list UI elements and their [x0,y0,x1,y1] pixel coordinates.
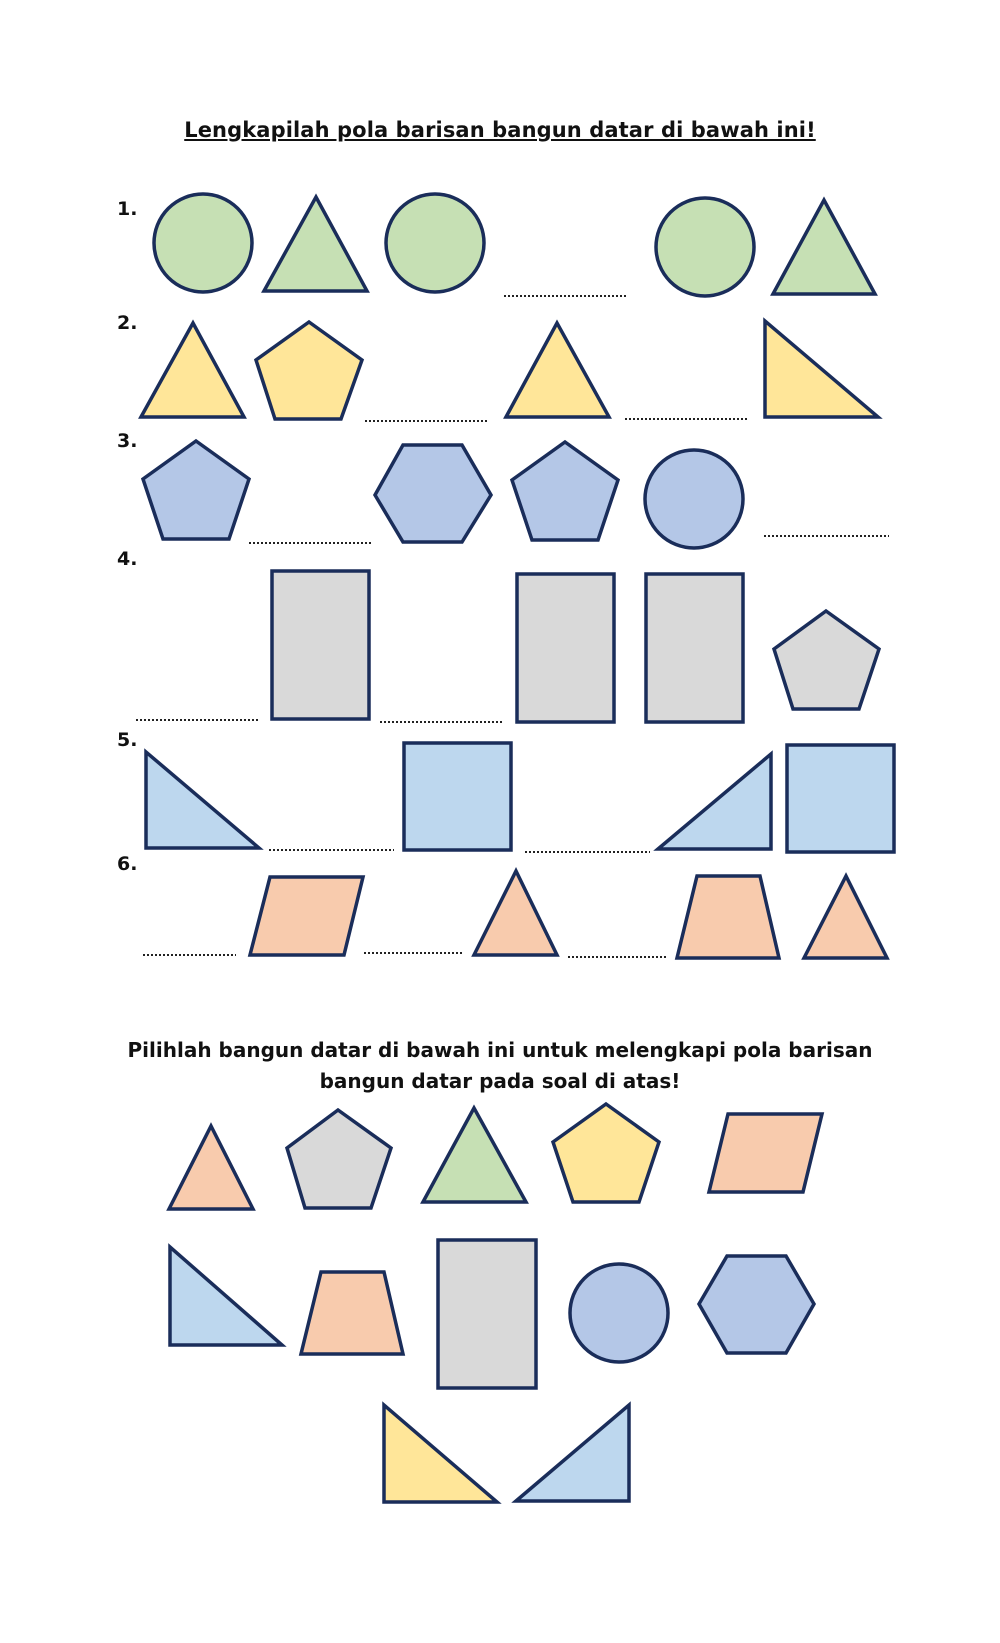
row5-square [787,745,894,852]
row1-circle [386,194,484,292]
row4-pentagon [774,611,879,709]
row3-circle [645,450,743,548]
choice-right-triangle-light-blue[interactable] [516,1405,629,1501]
row2-triangle [506,323,609,417]
row6-trapezoid [677,876,779,958]
row-number-4: 4. [117,548,138,570]
choice-parallelogram-peach[interactable] [709,1114,822,1192]
row4-rectangle [272,571,369,719]
row1-triangle [773,200,875,294]
choice-pentagon-yellow[interactable] [553,1104,659,1202]
row-number-1: 1. [117,198,138,220]
row-number-2: 2. [117,312,138,334]
row1-circle [656,198,754,296]
row6-triangle [804,876,887,958]
row5-right-triangle [146,752,259,848]
row1-circle [154,194,252,292]
row2-pentagon [256,322,362,419]
row3-hexagon [375,445,491,542]
instruction-line-2: bangun datar pada soal di atas! [319,1069,681,1093]
row2-triangle [141,323,244,417]
choice-circle-blue[interactable] [570,1264,668,1362]
choice-triangle-peach[interactable] [169,1126,253,1209]
row2-right-triangle [765,321,878,417]
row5-right-triangle [658,754,771,849]
row4-rectangle [517,574,614,722]
row-number-5: 5. [117,729,138,751]
row5-square [404,743,511,850]
choice-triangle-green[interactable] [423,1108,526,1202]
row-number-3: 3. [117,430,138,452]
choice-trapezoid-peach[interactable] [301,1272,403,1354]
instruction-line-1: Pilihlah bangun datar di bawah ini untuk melengkapi pola barisan [127,1038,873,1062]
row1-triangle [264,197,367,291]
row-number-6: 6. [117,853,138,875]
row6-triangle [474,871,557,955]
row3-pentagon [512,442,618,540]
row3-pentagon [143,441,249,539]
choice-hexagon-blue[interactable] [699,1256,814,1353]
choice-right-triangle-light-blue[interactable] [170,1247,282,1345]
row4-rectangle [646,574,743,722]
row6-parallelogram [250,877,363,955]
choice-right-triangle-yellow[interactable] [384,1405,497,1502]
worksheet-title: Lengkapilah pola barisan bangun datar di bawah ini! [184,118,816,142]
choice-pentagon-gray[interactable] [287,1110,391,1208]
choice-rectangle-gray[interactable] [438,1240,536,1388]
